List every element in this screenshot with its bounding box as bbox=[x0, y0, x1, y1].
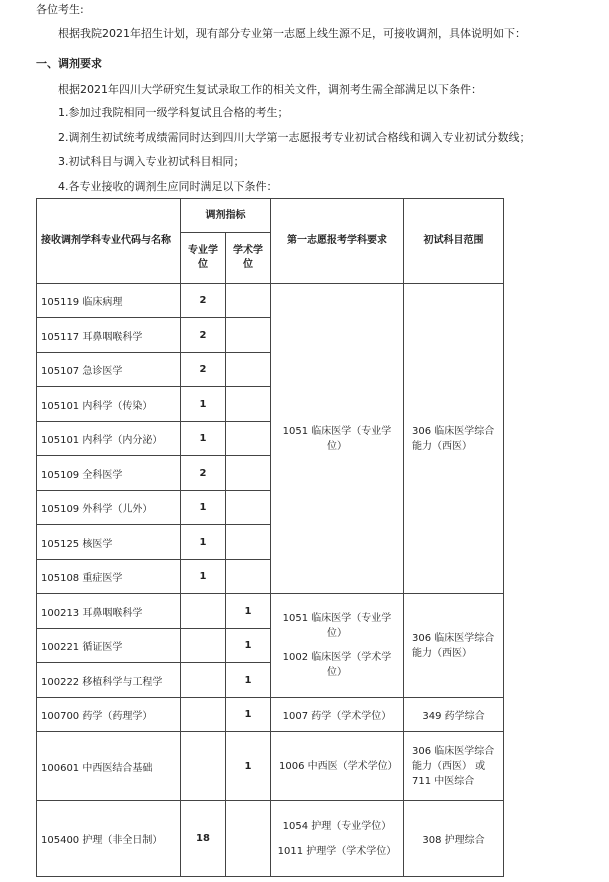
major-cell: 100601 中西医结合基础 bbox=[37, 732, 181, 801]
pro-quota-cell: 2 bbox=[181, 318, 226, 353]
condition-2: 2.调剂生初试统考成绩需同时达到四川大学第一志愿报考专业初试合格线和调入专业初试分数线； bbox=[58, 131, 531, 144]
group1-subjects-text: 306 临床医学综合能力（西医） bbox=[412, 425, 495, 452]
major-cell: 100222 移植科学与工程学 bbox=[37, 663, 181, 698]
aca-quota-cell bbox=[226, 353, 271, 387]
group2-subjects-cell bbox=[404, 594, 504, 698]
aca-quota-cell bbox=[226, 801, 271, 877]
major-cell: 105108 重症医学 bbox=[37, 560, 181, 594]
aca-quota-cell: 1 bbox=[226, 629, 271, 663]
pro-quota-cell: 1 bbox=[181, 525, 226, 560]
greeting: 各位考生: bbox=[36, 3, 84, 16]
major-cell: 105119 临床病理 bbox=[37, 284, 181, 318]
first-choice-cell: 1006 中西医（学术学位） bbox=[271, 732, 404, 801]
major-cell: 105125 核医学 bbox=[37, 525, 181, 560]
aca-quota-cell bbox=[226, 525, 271, 560]
pro-quota-cell: 1 bbox=[181, 422, 226, 456]
header-professional: 专业学位 bbox=[181, 233, 226, 284]
header-subjects: 初试科目范围 bbox=[404, 199, 504, 284]
major-cell: 105107 急诊医学 bbox=[37, 353, 181, 387]
aca-quota-cell bbox=[226, 560, 271, 594]
table-row bbox=[37, 732, 504, 801]
aca-quota-cell: 1 bbox=[226, 594, 271, 629]
condition-3: 3.初试科目与调入专业初试科目相同； bbox=[58, 155, 245, 168]
aca-quota-cell: 1 bbox=[226, 663, 271, 698]
pro-quota-cell: 2 bbox=[181, 284, 226, 318]
major-cell: 105400 护理（非全日制） bbox=[37, 801, 181, 877]
group1-first-choice-cell bbox=[271, 284, 404, 594]
aca-quota-cell bbox=[226, 387, 271, 422]
table-row bbox=[37, 801, 504, 877]
pro-quota-cell: 1 bbox=[181, 387, 226, 422]
pro-quota-cell: 18 bbox=[181, 801, 226, 877]
table-row bbox=[37, 284, 504, 318]
aca-quota-cell bbox=[226, 456, 271, 491]
pro-quota-cell: 1 bbox=[181, 560, 226, 594]
major-cell: 100700 药学（药理学） bbox=[37, 698, 181, 732]
subjects-cell: 306 临床医学综合能力（西医） 或 711 中医综合 bbox=[404, 732, 504, 801]
header-major-text: 接收调剂学科专业代码与名称 bbox=[41, 235, 171, 246]
header-first-choice: 第一志愿报考学科要求 bbox=[271, 199, 404, 284]
condition-4: 4.各专业接收的调剂生应同时满足以下条件： bbox=[58, 180, 278, 193]
group2-first-choice-a: 1051 临床医学（专业学位） bbox=[282, 613, 392, 639]
subjects-cell: 308 护理综合 bbox=[404, 801, 504, 877]
table-row bbox=[37, 698, 504, 732]
requirements-paragraph: 根据2021年四川大学研究生复试录取工作的相关文件，调剂考生需全部满足以下条件： bbox=[58, 83, 482, 96]
nursing-first-choice-b: 1011 护理学（学术学位） bbox=[277, 845, 397, 857]
intro-paragraph: 根据我院2021年招生计划，现有部分专业第一志愿上线生源不足，可接收调剂，具体说明如下： bbox=[58, 27, 526, 40]
group1-subjects-cell bbox=[404, 284, 504, 594]
major-cell: 100221 循证医学 bbox=[37, 629, 181, 663]
aca-quota-cell bbox=[226, 318, 271, 353]
header-major bbox=[37, 199, 181, 284]
major-cell: 105101 内科学（传染） bbox=[37, 387, 181, 422]
nursing-first-choice-a: 1054 护理（专业学位） bbox=[282, 820, 392, 832]
pro-quota-cell bbox=[181, 698, 226, 732]
major-cell: 105117 耳鼻咽喉科学 bbox=[37, 318, 181, 353]
transfer-table bbox=[36, 198, 504, 877]
pro-quota-cell: 2 bbox=[181, 353, 226, 387]
major-cell: 100213 耳鼻咽喉科学 bbox=[37, 594, 181, 629]
header-quota: 调剂指标 bbox=[181, 199, 271, 233]
aca-quota-cell bbox=[226, 284, 271, 318]
aca-quota-cell: 1 bbox=[226, 698, 271, 732]
first-choice-cell bbox=[271, 801, 404, 877]
major-cell: 105101 内科学（内分泌） bbox=[37, 422, 181, 456]
condition-1: 1.参加过我院相同一级学科复试且合格的考生； bbox=[58, 106, 289, 119]
pro-quota-cell bbox=[181, 629, 226, 663]
major-cell: 105109 全科医学 bbox=[37, 456, 181, 491]
header-academic: 学术学位 bbox=[226, 233, 271, 284]
aca-quota-cell bbox=[226, 491, 271, 525]
table-row bbox=[37, 594, 504, 629]
pro-quota-cell: 2 bbox=[181, 456, 226, 491]
group2-first-choice-cell bbox=[271, 594, 404, 698]
group1-first-choice-text: 1051 临床医学（专业学位） bbox=[282, 425, 392, 452]
section-title: 一、调剂要求 bbox=[36, 57, 102, 70]
pro-quota-cell: 1 bbox=[181, 491, 226, 525]
group2-first-choice-b: 1002 临床医学（学术学位） bbox=[282, 652, 392, 678]
first-choice-cell: 1007 药学（学术学位） bbox=[271, 698, 404, 732]
table-header-row bbox=[37, 199, 504, 233]
aca-quota-cell bbox=[226, 422, 271, 456]
major-cell: 105109 外科学（儿外） bbox=[37, 491, 181, 525]
group2-subjects-text: 306 临床医学综合能力（西医） bbox=[412, 632, 495, 659]
pro-quota-cell bbox=[181, 594, 226, 629]
pro-quota-cell bbox=[181, 663, 226, 698]
subjects-cell: 349 药学综合 bbox=[404, 698, 504, 732]
aca-quota-cell: 1 bbox=[226, 732, 271, 801]
pro-quota-cell bbox=[181, 732, 226, 801]
